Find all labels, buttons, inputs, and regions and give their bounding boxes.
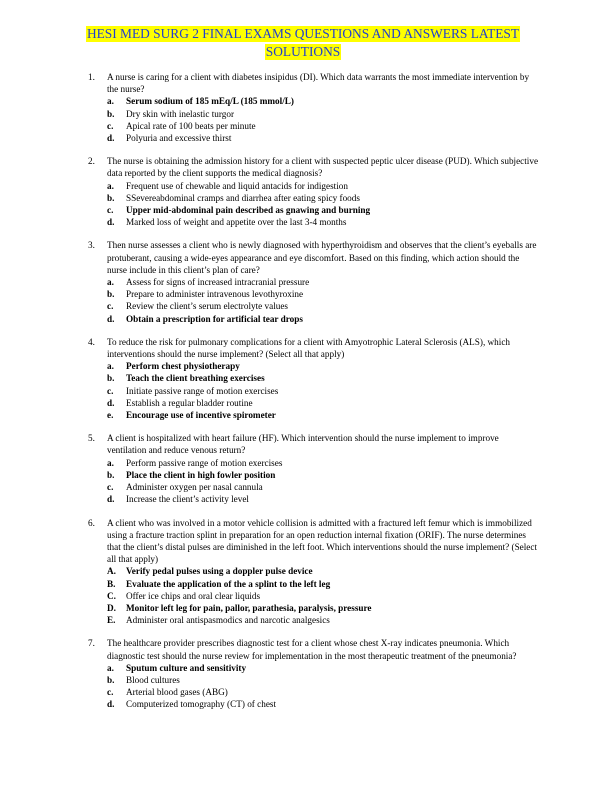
option-list <box>90 662 540 711</box>
option-letter: c. <box>107 385 114 396</box>
option-text: Blood cultures <box>126 674 180 685</box>
option-letter: a. <box>107 277 114 288</box>
option-letter: d. <box>107 494 115 505</box>
answer-option <box>90 493 540 505</box>
question-number: 2. <box>88 156 95 167</box>
answer-option <box>90 481 540 493</box>
correct-answer-option <box>90 409 540 421</box>
option-letter: e. <box>107 410 114 421</box>
option-text: Polyuria and excessive thirst <box>126 133 232 144</box>
answer-option <box>90 180 540 192</box>
option-text: Assess for signs of increased intracranial pressure <box>126 277 310 288</box>
document-title <box>0 25 606 61</box>
option-letter: b. <box>107 192 115 203</box>
question-item <box>90 336 540 421</box>
answer-option <box>90 590 540 602</box>
option-list <box>90 360 540 421</box>
option-text: Frequent use of chewable and liquid antacids for indigestion <box>126 180 348 191</box>
title-line-1: HESI MED SURG 2 FINAL EXAMS QUESTIONS AND ANSWERS LATEST <box>86 26 520 41</box>
answer-option <box>90 108 540 120</box>
question-text: A client who was involved in a motor vehicle collision is admitted with a fractured left femur which is immobilized using a fracture traction splint in preparation for an open reduction internal fixation (ORIF). The nurse determines that the client’s distal pulses are diminished in the left foot. Which interventions should the nurse implement? (Select all that apply) <box>107 517 538 565</box>
question-item <box>90 239 540 324</box>
answer-option <box>90 397 540 409</box>
answer-option <box>90 120 540 132</box>
answer-option <box>90 614 540 626</box>
question-item <box>90 637 540 710</box>
option-text: Initiate passive range of motion exercises <box>126 385 279 396</box>
question-number: 7. <box>88 638 95 649</box>
question-number: 3. <box>88 240 95 251</box>
question-text: A client is hospitalized with heart failure (HF). Which intervention should the nurse implement to improve ventilation and reduce venous return? <box>107 433 499 456</box>
option-letter: d. <box>107 217 115 228</box>
option-text: Verify pedal pulses using a doppler pulse device <box>126 566 313 577</box>
question-list <box>90 71 540 722</box>
answer-option <box>90 132 540 144</box>
option-letter: D. <box>107 602 116 613</box>
question-text: To reduce the risk for pulmonary complications for a client with Amyotrophic Lateral Sclerosis (ALS), which interventions should the nurse implement? (Select all that apply) <box>107 336 510 360</box>
option-list <box>90 276 540 325</box>
correct-answer-option <box>90 662 540 674</box>
option-text: Upper mid-abdominal pain described as gnawing and burning <box>126 205 371 216</box>
option-letter: b. <box>107 108 115 119</box>
correct-answer-option <box>90 95 540 107</box>
option-text: Sputum culture and sensitivity <box>126 662 247 673</box>
question-number: 4. <box>88 336 95 347</box>
option-text: Establish a regular bladder routine <box>126 397 253 408</box>
question-number: 5. <box>88 433 95 444</box>
option-text: Prepare to administer intravenous levothyroxine <box>126 289 304 300</box>
option-text: Evaluate the application of the a splint to the left leg <box>126 578 331 589</box>
correct-answer-option <box>90 565 540 577</box>
option-text: Computerized tomography (CT) of chest <box>126 699 277 710</box>
answer-option <box>90 276 540 288</box>
option-list <box>90 565 540 626</box>
correct-answer-option <box>90 204 540 216</box>
question-item <box>90 71 540 144</box>
option-letter: c. <box>107 687 114 698</box>
option-text: SSevereabdominal cramps and diarrhea after eating spicy foods <box>126 192 360 203</box>
option-letter: b. <box>107 469 115 480</box>
option-letter: d. <box>107 313 115 324</box>
answer-option <box>90 216 540 228</box>
option-letter: b. <box>107 373 115 384</box>
question-text: The healthcare provider prescribes diagnostic test for a client whose chest X-ray indicates pneumonia. Which diagnostic test should the nurse review for implementation in the most therapeutic treatment of the pneumonia? <box>107 638 517 661</box>
option-text: Offer ice chips and oral clear liquids <box>126 590 261 601</box>
option-text: Teach the client breathing exercises <box>126 373 265 384</box>
option-letter: a. <box>107 457 114 468</box>
option-letter: b. <box>107 289 115 300</box>
option-letter: c. <box>107 120 114 131</box>
correct-answer-option <box>90 360 540 372</box>
option-letter: b. <box>107 674 115 685</box>
option-text: Marked loss of weight and appetite over the last 3-4 months <box>126 217 347 228</box>
option-text: Review the client’s serum electrolyte values <box>126 301 289 312</box>
question-number: 6. <box>88 517 95 528</box>
question-item <box>90 432 540 505</box>
question-item <box>90 155 540 228</box>
option-letter: C. <box>107 590 116 601</box>
option-text: Perform passive range of motion exercises <box>126 457 283 468</box>
option-letter: A. <box>107 566 116 577</box>
option-text: Obtain a prescription for artificial tear drops <box>126 313 303 324</box>
option-letter: c. <box>107 301 114 312</box>
option-text: Perform chest physiotherapy <box>126 361 240 372</box>
option-letter: c. <box>107 482 114 493</box>
option-letter: a. <box>107 361 114 372</box>
answer-option <box>90 192 540 204</box>
option-letter: d. <box>107 133 115 144</box>
answer-option <box>90 457 540 469</box>
correct-answer-option <box>90 602 540 614</box>
correct-answer-option <box>90 469 540 481</box>
answer-option <box>90 300 540 312</box>
option-letter: d. <box>107 699 115 710</box>
option-list <box>90 180 540 229</box>
answer-option <box>90 686 540 698</box>
option-letter: a. <box>107 180 114 191</box>
question-item <box>90 517 540 627</box>
option-text: Administer oral antispasmodics and narcotic analgesics <box>126 615 330 626</box>
option-text: Dry skin with inelastic turgor <box>126 108 235 119</box>
option-letter: B. <box>107 578 116 589</box>
answer-option <box>90 698 540 710</box>
option-letter: d. <box>107 397 115 408</box>
option-letter: a. <box>107 96 114 107</box>
option-text: Apical rate of 100 beats per minute <box>126 120 256 131</box>
option-letter: c. <box>107 205 114 216</box>
answer-option <box>90 385 540 397</box>
option-text: Place the client in high fowler position <box>126 469 276 480</box>
correct-answer-option <box>90 372 540 384</box>
question-text: Then nurse assesses a client who is newly diagnosed with hyperthyroidism and observes that the client’s eyeballs are protuberant, causing a wide-eyes appearance and eye discomfort. Based on this finding, which action should the nurse include in this client’s plan of care? <box>107 240 537 275</box>
option-text: Encourage use of incentive spirometer <box>126 410 276 421</box>
option-text: Increase the client’s activity level <box>126 494 249 505</box>
option-text: Monitor left leg for pain, pallor, parathesia, paralysis, pressure <box>126 602 372 613</box>
option-letter: a. <box>107 662 114 673</box>
title-line-2: SOLUTIONS <box>265 44 341 59</box>
option-text: Serum sodium of 185 mEq/L (185 mmol/L) <box>126 96 294 107</box>
correct-answer-option <box>90 578 540 590</box>
question-text: The nurse is obtaining the admission history for a client with suspected peptic ulcer disease (PUD). Which subjective data reported by the client supports the medical diagnosis? <box>107 156 539 179</box>
answer-option <box>90 288 540 300</box>
question-text: A nurse is caring for a client with diabetes insipidus (DI). Which data warrants the most immediate intervention by the nurse? <box>107 72 530 95</box>
option-list <box>90 457 540 506</box>
option-text: Administer oxygen per nasal cannula <box>126 482 263 493</box>
option-letter: E. <box>107 615 116 626</box>
option-text: Arterial blood gases (ABG) <box>126 687 228 698</box>
answer-option <box>90 674 540 686</box>
question-number: 1. <box>88 72 95 82</box>
correct-answer-option <box>90 313 540 325</box>
option-list <box>90 95 540 144</box>
